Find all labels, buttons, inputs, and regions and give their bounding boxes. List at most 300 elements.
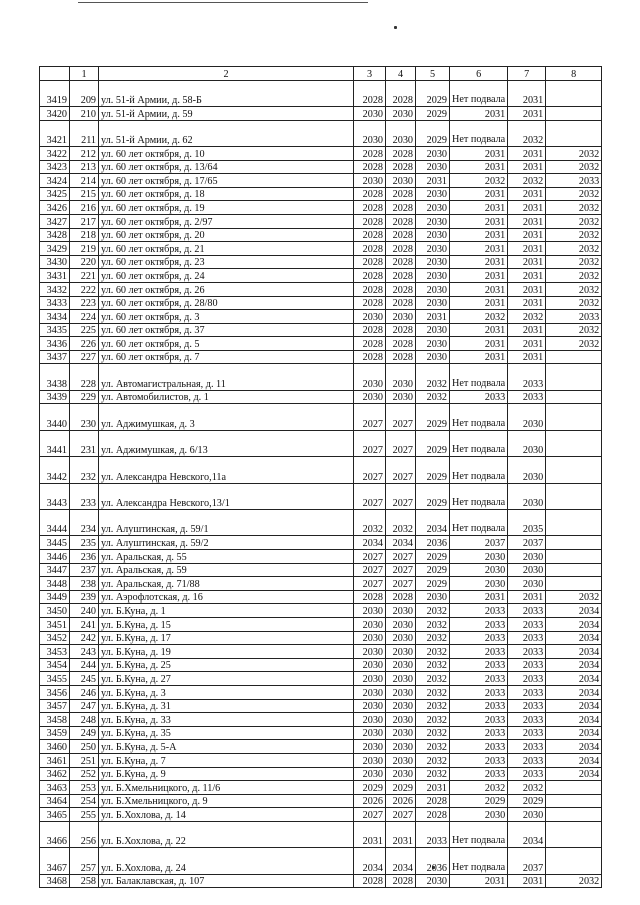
year-col-4-cell: 2027 (386, 550, 416, 564)
year-col-5-cell: 2030 (416, 228, 450, 242)
year-col-3-cell: 2028 (354, 269, 386, 283)
table-row (40, 323, 602, 337)
year-col-4-cell: 2027 (386, 483, 416, 509)
item-number-cell: 227 (70, 350, 99, 364)
year-col-7-cell: 2031 (508, 106, 546, 120)
address-cell: ул. Б.Куна, д. 27 (99, 672, 354, 686)
item-number-cell: 257 (70, 848, 99, 874)
item-number-cell: 209 (70, 80, 99, 106)
row-number-cell: 3452 (40, 631, 70, 645)
header-cell-3: 3 (354, 67, 386, 81)
item-number-cell: 223 (70, 296, 99, 310)
row-number-cell: 3467 (40, 848, 70, 874)
year-col-3-cell: 2027 (354, 550, 386, 564)
table-row (40, 483, 602, 509)
row-number-cell: 3421 (40, 120, 70, 146)
item-number-cell: 245 (70, 672, 99, 686)
year-col-7-cell: 2031 (508, 160, 546, 174)
year-col-6-cell: 2033 (450, 740, 508, 754)
table-row (40, 187, 602, 201)
year-col-7-cell: 2030 (508, 483, 546, 509)
year-col-5-cell: 2032 (416, 390, 450, 404)
table-row (40, 120, 602, 146)
year-col-6-cell: 2031 (450, 296, 508, 310)
year-col-5-cell: 2028 (416, 808, 450, 822)
item-number-cell: 220 (70, 255, 99, 269)
year-col-8-cell (546, 80, 602, 106)
year-col-4-cell: 2028 (386, 187, 416, 201)
year-col-3-cell: 2028 (354, 323, 386, 337)
row-number-cell: 3453 (40, 645, 70, 659)
year-col-7-cell: 2033 (508, 753, 546, 767)
table-row (40, 699, 602, 713)
year-col-8-cell: 2032 (546, 296, 602, 310)
year-col-4-cell: 2030 (386, 740, 416, 754)
table-row (40, 590, 602, 604)
address-cell: ул. Аэрофлотская, д. 16 (99, 590, 354, 604)
address-cell: ул. 60 лет октября, д. 26 (99, 282, 354, 296)
year-col-3-cell: 2028 (354, 282, 386, 296)
year-col-6-cell: 2031 (450, 350, 508, 364)
address-cell: ул. Алуштинская, д. 59/1 (99, 510, 354, 536)
year-col-8-cell (546, 550, 602, 564)
year-col-5-cell: 2032 (416, 604, 450, 618)
year-col-3-cell: 2030 (354, 740, 386, 754)
year-col-8-cell (546, 808, 602, 822)
year-col-7-cell: 2031 (508, 214, 546, 228)
row-number-cell: 3461 (40, 753, 70, 767)
year-col-4-cell: 2028 (386, 350, 416, 364)
year-col-3-cell: 2030 (354, 617, 386, 631)
year-col-6-cell: Нет подвала (450, 404, 508, 430)
year-col-5-cell: 2031 (416, 174, 450, 188)
year-col-6-cell: 2031 (450, 146, 508, 160)
table-row (40, 282, 602, 296)
year-col-8-cell (546, 404, 602, 430)
year-col-7-cell: 2030 (508, 404, 546, 430)
year-col-4-cell: 2028 (386, 146, 416, 160)
address-cell: ул. Б.Хохлова, д. 22 (99, 821, 354, 847)
year-col-5-cell: 2032 (416, 617, 450, 631)
year-col-3-cell: 2030 (354, 310, 386, 324)
year-col-4-cell: 2028 (386, 201, 416, 215)
year-col-6-cell: 2033 (450, 699, 508, 713)
year-col-8-cell (546, 563, 602, 577)
year-col-3-cell: 2030 (354, 120, 386, 146)
address-cell: ул. 51-й Армии, д. 58-Б (99, 80, 354, 106)
row-number-cell: 3441 (40, 430, 70, 456)
item-number-cell: 251 (70, 753, 99, 767)
year-col-4-cell: 2030 (386, 713, 416, 727)
address-cell: ул. Аджимушкая, д. 3 (99, 404, 354, 430)
year-col-5-cell: 2030 (416, 269, 450, 283)
housing-schedule-table (39, 66, 602, 888)
address-cell: ул. 60 лет октября, д. 20 (99, 228, 354, 242)
year-col-3-cell: 2032 (354, 510, 386, 536)
year-col-4-cell: 2028 (386, 590, 416, 604)
year-col-4-cell: 2030 (386, 106, 416, 120)
year-col-3-cell: 2028 (354, 296, 386, 310)
year-col-6-cell: 2031 (450, 874, 508, 888)
address-cell: ул. Александра Невского,13/1 (99, 483, 354, 509)
row-number-cell: 3424 (40, 174, 70, 188)
year-col-3-cell: 2030 (354, 767, 386, 781)
row-number-cell: 3451 (40, 617, 70, 631)
item-number-cell: 249 (70, 726, 99, 740)
item-number-cell: 254 (70, 794, 99, 808)
row-number-cell: 3427 (40, 214, 70, 228)
address-cell: ул. Б.Куна, д. 35 (99, 726, 354, 740)
address-cell: ул. 60 лет октября, д. 7 (99, 350, 354, 364)
table-row (40, 255, 602, 269)
year-col-4-cell: 2027 (386, 577, 416, 591)
year-col-6-cell: 2033 (450, 713, 508, 727)
item-number-cell: 218 (70, 228, 99, 242)
year-col-8-cell: 2034 (546, 658, 602, 672)
table-row (40, 577, 602, 591)
year-col-8-cell: 2034 (546, 672, 602, 686)
row-number-cell: 3443 (40, 483, 70, 509)
year-col-7-cell: 2030 (508, 808, 546, 822)
year-col-4-cell: 2030 (386, 672, 416, 686)
year-col-8-cell: 2034 (546, 604, 602, 618)
address-cell: ул. 51-й Армии, д. 59 (99, 106, 354, 120)
year-col-8-cell: 2032 (546, 874, 602, 888)
year-col-4-cell: 2027 (386, 404, 416, 430)
year-col-4-cell: 2028 (386, 228, 416, 242)
address-cell: ул. Аральская, д. 71/88 (99, 577, 354, 591)
table-row (40, 645, 602, 659)
row-number-cell: 3423 (40, 160, 70, 174)
year-col-7-cell: 2031 (508, 187, 546, 201)
table-row (40, 604, 602, 618)
year-col-4-cell: 2030 (386, 120, 416, 146)
year-col-5-cell: 2032 (416, 740, 450, 754)
address-cell: ул. Б.Куна, д. 31 (99, 699, 354, 713)
table-row (40, 631, 602, 645)
table-row (40, 160, 602, 174)
year-col-3-cell: 2028 (354, 255, 386, 269)
year-col-7-cell: 2031 (508, 350, 546, 364)
year-col-5-cell: 2036 (416, 848, 450, 874)
year-col-6-cell: 2032 (450, 781, 508, 795)
year-col-7-cell: 2033 (508, 672, 546, 686)
address-cell: ул. 60 лет октября, д. 5 (99, 337, 354, 351)
address-cell: ул. Автомобилистов, д. 1 (99, 390, 354, 404)
address-cell: ул. Б.Хмельницкого, д. 11/6 (99, 781, 354, 795)
year-col-7-cell: 2030 (508, 430, 546, 456)
year-col-4-cell: 2030 (386, 364, 416, 390)
year-col-8-cell: 2034 (546, 767, 602, 781)
year-col-3-cell: 2028 (354, 337, 386, 351)
year-col-8-cell: 2034 (546, 713, 602, 727)
year-col-5-cell: 2032 (416, 631, 450, 645)
year-col-4-cell: 2026 (386, 794, 416, 808)
year-col-6-cell: 2033 (450, 658, 508, 672)
year-col-6-cell: 2030 (450, 808, 508, 822)
top-rule-line (78, 2, 368, 3)
year-col-3-cell: 2028 (354, 187, 386, 201)
year-col-3-cell: 2030 (354, 672, 386, 686)
table-row (40, 808, 602, 822)
address-cell: ул. 60 лет октября, д. 28/80 (99, 296, 354, 310)
year-col-7-cell: 2031 (508, 323, 546, 337)
year-col-5-cell: 2032 (416, 713, 450, 727)
year-col-6-cell: 2030 (450, 550, 508, 564)
table-row (40, 430, 602, 456)
item-number-cell: 230 (70, 404, 99, 430)
year-col-3-cell: 2030 (354, 631, 386, 645)
year-col-5-cell: 2032 (416, 699, 450, 713)
year-col-5-cell: 2030 (416, 187, 450, 201)
year-col-6-cell: Нет подвала (450, 364, 508, 390)
year-col-7-cell: 2033 (508, 726, 546, 740)
address-cell: ул. Алуштинская, д. 59/2 (99, 536, 354, 550)
address-cell: ул. Б.Куна, д. 33 (99, 713, 354, 727)
year-col-4-cell: 2030 (386, 174, 416, 188)
row-number-cell: 3455 (40, 672, 70, 686)
row-number-cell: 3459 (40, 726, 70, 740)
year-col-3-cell: 2028 (354, 350, 386, 364)
item-number-cell: 222 (70, 282, 99, 296)
year-col-3-cell: 2028 (354, 80, 386, 106)
year-col-4-cell: 2028 (386, 269, 416, 283)
row-number-cell: 3431 (40, 269, 70, 283)
year-col-7-cell: 2031 (508, 590, 546, 604)
year-col-5-cell: 2032 (416, 685, 450, 699)
year-col-8-cell (546, 510, 602, 536)
address-cell: ул. 60 лет октября, д. 10 (99, 146, 354, 160)
item-number-cell: 256 (70, 821, 99, 847)
year-col-5-cell: 2028 (416, 794, 450, 808)
year-col-4-cell: 2028 (386, 323, 416, 337)
row-number-cell: 3438 (40, 364, 70, 390)
year-col-4-cell: 2030 (386, 390, 416, 404)
year-col-6-cell: 2033 (450, 631, 508, 645)
year-col-7-cell: 2031 (508, 282, 546, 296)
year-col-7-cell: 2033 (508, 713, 546, 727)
item-number-cell: 215 (70, 187, 99, 201)
year-col-6-cell: 2031 (450, 282, 508, 296)
table-row (40, 672, 602, 686)
table-row (40, 350, 602, 364)
table-row (40, 310, 602, 324)
year-col-6-cell: 2030 (450, 577, 508, 591)
year-col-8-cell: 2032 (546, 228, 602, 242)
year-col-4-cell: 2027 (386, 457, 416, 483)
year-col-4-cell: 2030 (386, 685, 416, 699)
year-col-5-cell: 2030 (416, 242, 450, 256)
year-col-8-cell: 2034 (546, 740, 602, 754)
year-col-3-cell: 2027 (354, 483, 386, 509)
year-col-8-cell (546, 483, 602, 509)
year-col-6-cell: 2033 (450, 672, 508, 686)
table-row (40, 726, 602, 740)
year-col-6-cell: 2031 (450, 337, 508, 351)
header-cell-5: 5 (416, 67, 450, 81)
item-number-cell: 238 (70, 577, 99, 591)
table-row (40, 404, 602, 430)
table-row (40, 390, 602, 404)
year-col-8-cell (546, 821, 602, 847)
address-cell: ул. Аральская, д. 59 (99, 563, 354, 577)
item-number-cell: 248 (70, 713, 99, 727)
year-col-6-cell: 2033 (450, 753, 508, 767)
row-number-cell: 3419 (40, 80, 70, 106)
year-col-8-cell: 2033 (546, 174, 602, 188)
year-col-5-cell: 2029 (416, 563, 450, 577)
year-col-4-cell: 2028 (386, 874, 416, 888)
year-col-8-cell: 2032 (546, 242, 602, 256)
item-number-cell: 213 (70, 160, 99, 174)
year-col-5-cell: 2030 (416, 160, 450, 174)
year-col-6-cell: Нет подвала (450, 821, 508, 847)
year-col-7-cell: 2033 (508, 364, 546, 390)
table-row (40, 106, 602, 120)
address-cell: ул. Балаклавская, д. 107 (99, 874, 354, 888)
year-col-6-cell: 2031 (450, 242, 508, 256)
year-col-5-cell: 2030 (416, 214, 450, 228)
row-number-cell: 3454 (40, 658, 70, 672)
table-row (40, 550, 602, 564)
year-col-4-cell: 2028 (386, 242, 416, 256)
table-row (40, 364, 602, 390)
item-number-cell: 246 (70, 685, 99, 699)
year-col-3-cell: 2031 (354, 821, 386, 847)
year-col-3-cell: 2028 (354, 242, 386, 256)
table-row (40, 658, 602, 672)
year-col-5-cell: 2029 (416, 457, 450, 483)
year-col-7-cell: 2031 (508, 146, 546, 160)
address-cell: ул. Б.Куна, д. 9 (99, 767, 354, 781)
year-col-8-cell: 2032 (546, 590, 602, 604)
year-col-8-cell: 2032 (546, 337, 602, 351)
year-col-8-cell: 2034 (546, 631, 602, 645)
year-col-8-cell: 2034 (546, 699, 602, 713)
year-col-3-cell: 2027 (354, 430, 386, 456)
year-col-5-cell: 2029 (416, 550, 450, 564)
year-col-5-cell: 2030 (416, 296, 450, 310)
year-col-7-cell: 2033 (508, 631, 546, 645)
row-number-cell: 3450 (40, 604, 70, 618)
year-col-8-cell (546, 794, 602, 808)
address-cell: ул. 60 лет октября, д. 19 (99, 201, 354, 215)
item-number-cell: 216 (70, 201, 99, 215)
row-number-cell: 3439 (40, 390, 70, 404)
year-col-8-cell: 2034 (546, 645, 602, 659)
year-col-4-cell: 2028 (386, 255, 416, 269)
row-number-cell: 3465 (40, 808, 70, 822)
item-number-cell: 241 (70, 617, 99, 631)
year-col-4-cell: 2027 (386, 563, 416, 577)
year-col-3-cell: 2028 (354, 228, 386, 242)
year-col-6-cell: Нет подвала (450, 430, 508, 456)
table-row (40, 781, 602, 795)
item-number-cell: 253 (70, 781, 99, 795)
item-number-cell: 221 (70, 269, 99, 283)
row-number-cell: 3464 (40, 794, 70, 808)
address-cell: ул. Б.Хохлова, д. 14 (99, 808, 354, 822)
year-col-3-cell: 2027 (354, 457, 386, 483)
year-col-3-cell: 2030 (354, 685, 386, 699)
year-col-7-cell: 2033 (508, 699, 546, 713)
item-number-cell: 229 (70, 390, 99, 404)
year-col-8-cell: 2034 (546, 726, 602, 740)
year-col-4-cell: 2027 (386, 808, 416, 822)
address-cell: ул. Б.Куна, д. 15 (99, 617, 354, 631)
year-col-4-cell: 2030 (386, 617, 416, 631)
table-row (40, 242, 602, 256)
year-col-6-cell: 2033 (450, 604, 508, 618)
row-number-cell: 3448 (40, 577, 70, 591)
address-cell: ул. 60 лет октября, д. 24 (99, 269, 354, 283)
item-number-cell: 210 (70, 106, 99, 120)
address-cell: ул. Б.Куна, д. 5-А (99, 740, 354, 754)
year-col-7-cell: 2033 (508, 390, 546, 404)
year-col-6-cell: Нет подвала (450, 120, 508, 146)
year-col-7-cell: 2031 (508, 80, 546, 106)
year-col-7-cell: 2030 (508, 457, 546, 483)
year-col-6-cell: 2033 (450, 685, 508, 699)
table-row (40, 753, 602, 767)
year-col-8-cell (546, 430, 602, 456)
address-cell: ул. Автомагистральная, д. 11 (99, 364, 354, 390)
year-col-4-cell: 2027 (386, 430, 416, 456)
header-cell-1: 1 (70, 67, 99, 81)
year-col-7-cell: 2037 (508, 536, 546, 550)
year-col-8-cell: 2033 (546, 310, 602, 324)
year-col-6-cell: 2031 (450, 160, 508, 174)
year-col-8-cell: 2032 (546, 323, 602, 337)
item-number-cell: 252 (70, 767, 99, 781)
item-number-cell: 239 (70, 590, 99, 604)
table-row (40, 713, 602, 727)
year-col-3-cell: 2030 (354, 364, 386, 390)
address-cell: ул. Александра Невского,11а (99, 457, 354, 483)
year-col-5-cell: 2030 (416, 323, 450, 337)
year-col-8-cell: 2034 (546, 753, 602, 767)
year-col-6-cell: 2031 (450, 269, 508, 283)
item-number-cell: 217 (70, 214, 99, 228)
year-col-7-cell: 2031 (508, 296, 546, 310)
table-row (40, 685, 602, 699)
year-col-4-cell: 2034 (386, 536, 416, 550)
address-cell: ул. Б.Куна, д. 3 (99, 685, 354, 699)
year-col-5-cell: 2031 (416, 781, 450, 795)
year-col-6-cell: 2033 (450, 390, 508, 404)
table-row (40, 848, 602, 874)
year-col-7-cell: 2030 (508, 577, 546, 591)
row-number-cell: 3456 (40, 685, 70, 699)
year-col-6-cell: 2033 (450, 645, 508, 659)
address-cell: ул. Б.Куна, д. 7 (99, 753, 354, 767)
table-row (40, 510, 602, 536)
table-row (40, 617, 602, 631)
address-cell: ул. 60 лет октября, д. 37 (99, 323, 354, 337)
year-col-5-cell: 2029 (416, 430, 450, 456)
year-col-3-cell: 2026 (354, 794, 386, 808)
year-col-7-cell: 2033 (508, 767, 546, 781)
item-number-cell: 242 (70, 631, 99, 645)
item-number-cell: 219 (70, 242, 99, 256)
year-col-5-cell: 2030 (416, 255, 450, 269)
year-col-6-cell: 2031 (450, 255, 508, 269)
item-number-cell: 247 (70, 699, 99, 713)
address-cell: ул. 60 лет октября, д. 3 (99, 310, 354, 324)
address-cell: ул. 60 лет октября, д. 13/64 (99, 160, 354, 174)
year-col-5-cell: 2030 (416, 350, 450, 364)
year-col-7-cell: 2031 (508, 874, 546, 888)
